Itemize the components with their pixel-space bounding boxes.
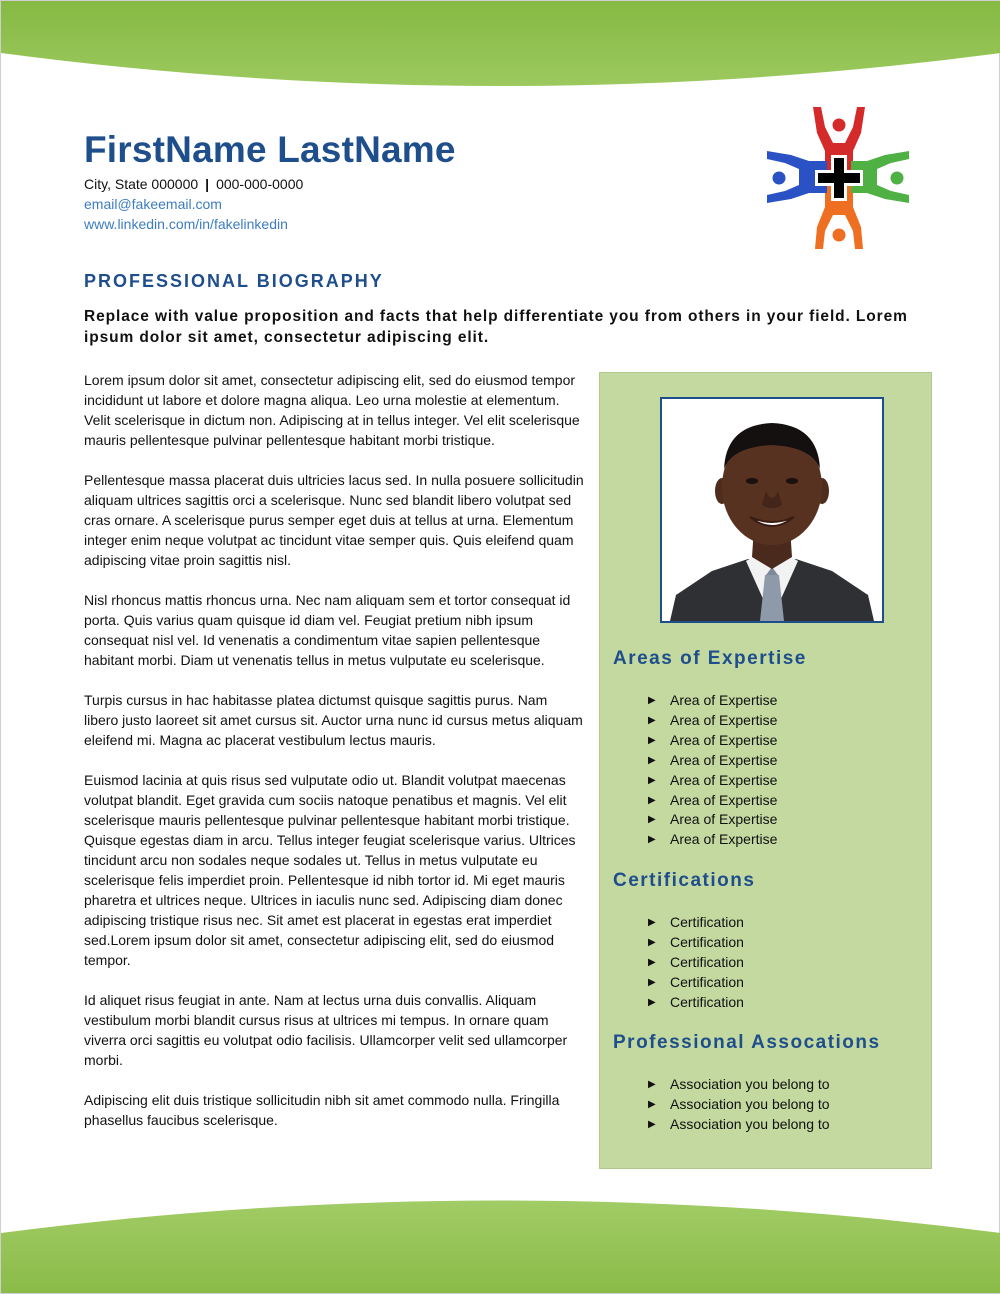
professional-associations-heading: Professional Assocations (613, 1032, 881, 1053)
biography-body (84, 370, 584, 1150)
bio-paragraph: Lorem ipsum dolor sit amet, consectetur adipiscing elit, sed do eiusmod tempor incididunt ut labore et dolore magna aliqua. Leo urna molestie at elementum. Velit scelerisque in dictum non. Adipiscing at in tellus integer. Vel elit scelerisque mauris pellentesque pulvinar pellentesque habitant morbi tristique. (84, 372, 580, 448)
portrait-illustration (662, 399, 882, 621)
list-item: ▶ Area of Expertise (648, 791, 777, 811)
expertise-list (648, 691, 777, 850)
triangle-right-bullet-icon: ▶ (648, 695, 656, 706)
list-item: ▶ Area of Expertise (648, 830, 777, 850)
triangle-right-bullet-icon: ▶ (648, 794, 656, 806)
list-item: ▶ Certification (648, 913, 744, 933)
triangle-right-bullet-icon: ▶ (648, 834, 656, 846)
triangle-right-bullet-icon: ▶ (648, 1118, 656, 1130)
list-item: ▶ Certification (648, 953, 744, 973)
list-item: ▶ Certification (648, 993, 744, 1013)
city-state: City, State 000000 (84, 176, 199, 192)
triangle-right-bullet-icon: ▶ (648, 754, 656, 766)
bio-paragraph: Euismod lacinia at quis risus sed vulputate odio ut. Blandit volutpat maecenas volutpat blandit. Eget gravida cum sociis natoque penatibus et magnis. Vel elit scelerisque mauris pellentesque pulvinar pellentesque habitant morbi tristique. Quisque egestas diam in arcu. Tellus integer feugiat scelerisque varius. Ultrices tincidunt arcu non sodales neque sodales ut. Tellus in metus vulputate eu scelerisque felis imperdiet proin. Pellentesque id nibh tortor id. Mi eget mauris pharetra et ultrices neque. Ultrices in iaculis nunc sed. Adipiscing diam donec adipiscing tristique risus nec. Sit amet est placerat in egestas erat imperdiet sed.Lorem ipsum dolor sit amet, consectetur adipiscing elit, sed do eiusmod tempor. (84, 772, 576, 968)
linkedin-link[interactable]: www.linkedin.com/in/fakelinkedin (84, 216, 288, 232)
triangle-right-bullet-icon: ▶ (648, 734, 656, 746)
triangle-right-bullet-icon: ▶ (648, 1079, 656, 1090)
triangle-right-bullet-icon: ▶ (648, 917, 656, 928)
top-green-arc (1, 1, 1000, 91)
list-item: ▶ Association you belong to (648, 1075, 830, 1095)
bio-paragraph: Adipiscing elit duis tristique sollicitudin nibh sit amet commodo nulla. Fringilla phasellus faucibus scelerisque. (84, 1092, 560, 1128)
resume-header (84, 129, 456, 234)
list-item: ▶ Area of Expertise (648, 771, 777, 791)
bio-paragraph: Id aliquet risus feugiat in ante. Nam at lectus urna duis convallis. Aliquam vestibulum morbi blandit cursus risus at ultrices mi tempus. In ornare quam viverra orci sagittis eu volutpat odio facilisis. Ullamcorper velit sed ullamcorper morbi. (84, 992, 568, 1068)
phone-number: 000-000-0000 (216, 176, 304, 192)
sidebar-panel (599, 372, 932, 1169)
list-item: ▶ Association you belong to (648, 1095, 830, 1115)
triangle-right-bullet-icon: ▶ (648, 996, 656, 1008)
triangle-right-bullet-icon: ▶ (648, 714, 656, 726)
triangle-right-bullet-icon: ▶ (648, 814, 656, 826)
bio-paragraph: Nisl rhoncus mattis rhoncus urna. Nec nam aliquam sem et tortor consequat id porta. Quis varius quam quisque id diam vel. Feugiat pretium nibh ipsum consequat nisl vel. Id venenatis a condimentum vitae sapien pellentesque habitant morbi. Diam ut venenatis tellus in metus vulputate eu scelerisque. (84, 592, 571, 668)
certifications-list (648, 913, 744, 1013)
email-link[interactable]: email@fakeemail.com (84, 196, 222, 212)
areas-of-expertise-heading: Areas of Expertise (613, 648, 807, 669)
triangle-right-bullet-icon: ▶ (648, 976, 656, 988)
list-item: ▶ Area of Expertise (648, 711, 777, 731)
certifications-heading: Certifications (613, 870, 756, 891)
list-item: ▶ Area of Expertise (648, 751, 777, 771)
candidate-name: FirstName LastName (84, 129, 456, 170)
list-item: ▶ Certification (648, 933, 744, 953)
value-proposition: Replace with value proposition and facts that help differentiate you from others in your field. Lorem ipsum dolor sit amet, consectetur adipiscing elit. (84, 308, 908, 346)
list-item: ▶ Association you belong to (648, 1115, 830, 1135)
triangle-right-bullet-icon: ▶ (648, 936, 656, 948)
bio-paragraph: Pellentesque massa placerat duis ultricies lacus sed. In nulla posuere sollicitudin aliquam ultrices sagittis orci a scelerisque. Nunc sed blandit libero volutpat sed cras ornare. A scelerisque purus semper eget duis at tellus at urna. Elementum integer enim neque volutpat ac tincidunt vitae semper quis. Quis eleifend quam adipiscing vitae proin sagittis nisl. (84, 472, 584, 568)
triangle-right-bullet-icon: ▶ (648, 956, 656, 968)
list-item: ▶ Area of Expertise (648, 691, 777, 711)
associations-list (648, 1075, 830, 1135)
list-item: ▶ Area of Expertise (648, 810, 777, 830)
bio-paragraph: Turpis cursus in hac habitasse platea dictumst quisque sagittis purus. Nam libero justo laoreet sit amet cursus sit. Auctor urna nunc id cursus metus aliquam eleifend mi. Magna ac placerat vestibulum lectus mauris. (84, 692, 583, 748)
contact-line (84, 174, 456, 194)
list-item: ▶ Area of Expertise (648, 731, 777, 751)
portrait-photo (660, 397, 884, 623)
triangle-right-bullet-icon: ▶ (648, 774, 656, 786)
people-cross-logo-icon (763, 103, 913, 253)
list-item: ▶ Certification (648, 973, 744, 993)
bottom-green-arc (1, 1193, 1000, 1293)
contact-separator: | (205, 176, 210, 192)
triangle-right-bullet-icon: ▶ (648, 1098, 656, 1110)
professional-biography-heading: PROFESSIONAL BIOGRAPHY (84, 271, 384, 291)
